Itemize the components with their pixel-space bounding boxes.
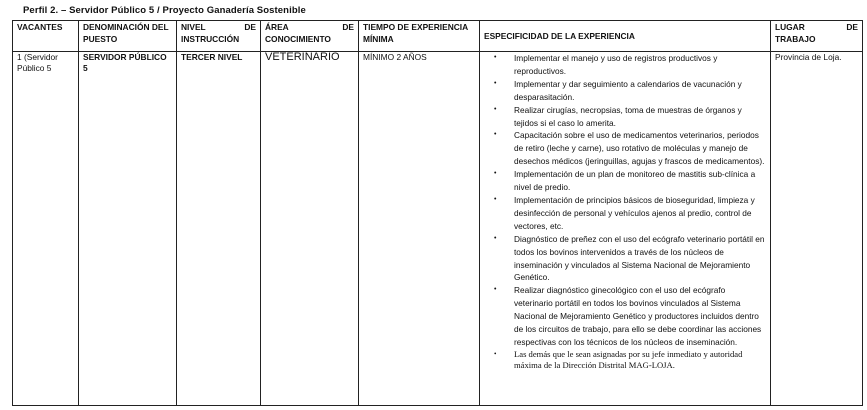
list-item: • Implementación de principios básicos de bioseguridad, limpieza y desinfección de personal y vehículos ajenos al predio, control de vectores, etc. bbox=[494, 194, 755, 231]
bullet-icon: • bbox=[494, 54, 497, 61]
header-vacantes: VACANTES bbox=[13, 21, 79, 52]
cell-nivel: TERCER NIVEL bbox=[177, 52, 261, 406]
cell-area: VETERINARIO bbox=[261, 52, 359, 406]
header-area-line2: CONOCIMIENTO bbox=[265, 34, 331, 44]
header-nivel bbox=[177, 21, 261, 52]
list-item: • Implementar y dar seguimiento a calendarios de vacunación y desparasitación. bbox=[494, 78, 742, 102]
list-item: • Diagnóstico de preñez con el uso del ecógrafo veterinario portátil en todos los bovinos intervenidos a través de los núcleos de inseminación y vinculados al Sistema Nacional de Mejoramiento Genético. bbox=[494, 233, 765, 283]
header-row bbox=[13, 21, 863, 52]
bullet-icon: • bbox=[494, 195, 497, 203]
header-especificidad: ESPECIFICIDAD DE LA EXPERIENCIA bbox=[480, 21, 771, 52]
header-lugar-line1: LUGAR DE bbox=[775, 22, 858, 32]
list-item: • Realizar diagnóstico ginecológico con el uso del ecógrafo veterinario portátil en todos los bovinos vinculados al Sistema Nacional de Mejoramiento Genético y productores incluidos dentro de los circuitos de trabajo, para ello se debe coordinar las acciones respectivas con los técnicos de los núcleos de inseminación. bbox=[494, 285, 762, 347]
header-area-line1: ÁREA DE bbox=[265, 22, 354, 32]
header-lugar-line2: TRABAJO bbox=[775, 34, 816, 44]
header-lugar bbox=[771, 21, 863, 52]
list-item: • Realizar cirugías, necropsias, toma de muestras de órganos y tejidos si el caso lo amerita. bbox=[494, 104, 742, 128]
header-tiempo bbox=[359, 21, 480, 52]
header-tiempo-line1: TIEMPO DE EXPERIENCIA bbox=[363, 22, 469, 32]
list-item: • Capacitación sobre el uso de medicamentos veterinarios, periodos de retiro (leche y carne), uso rotativo de moléculas y manejo de desechos médicos (jeringuillas, agujas y frascos de medicamentos). bbox=[494, 130, 765, 167]
list-item: • Implementar el manejo y uso de registros productivos y reproductivos. bbox=[494, 53, 718, 76]
cell-denominacion: SERVIDOR PÚBLICO 5 bbox=[79, 52, 177, 406]
list-item: • Las demás que le sean asignadas por su jefe inmediato y autoridad máxima de la Dirección Distrital MAG-LOJA. bbox=[494, 348, 743, 371]
bullet-icon: • bbox=[494, 234, 497, 242]
bullet-icon: • bbox=[494, 131, 497, 139]
profile-table bbox=[12, 20, 863, 406]
table-row bbox=[13, 52, 863, 406]
header-nivel-line2: INSTRUCCIÓN bbox=[181, 34, 240, 44]
cell-especificidad bbox=[480, 52, 771, 406]
bullet-icon: • bbox=[494, 105, 497, 113]
list-item: • Implementación de un plan de monitoreo de mastitis sub-clínica a nivel de predio. bbox=[494, 169, 756, 193]
header-nivel-line1: NIVEL DE bbox=[181, 22, 256, 32]
bullet-icon: • bbox=[494, 349, 497, 358]
header-denominacion: DENOMINACIÓN DEL PUESTO bbox=[79, 21, 177, 52]
header-tiempo-line2: MÍNIMA bbox=[363, 34, 394, 44]
bullet-icon: • bbox=[494, 170, 497, 178]
cell-lugar: Provincia de Loja. bbox=[771, 52, 863, 406]
bullet-icon: • bbox=[494, 79, 497, 87]
cell-tiempo: MÍNIMO 2 AÑOS bbox=[359, 52, 480, 406]
header-area bbox=[261, 21, 359, 52]
bullet-icon: • bbox=[494, 286, 497, 294]
document-title: Perfil 2. – Servidor Público 5 / Proyecto Ganadería Sostenible bbox=[23, 5, 306, 16]
experience-list bbox=[484, 52, 766, 372]
cell-vacantes: 1 (Servidor Público 5 bbox=[13, 52, 79, 406]
